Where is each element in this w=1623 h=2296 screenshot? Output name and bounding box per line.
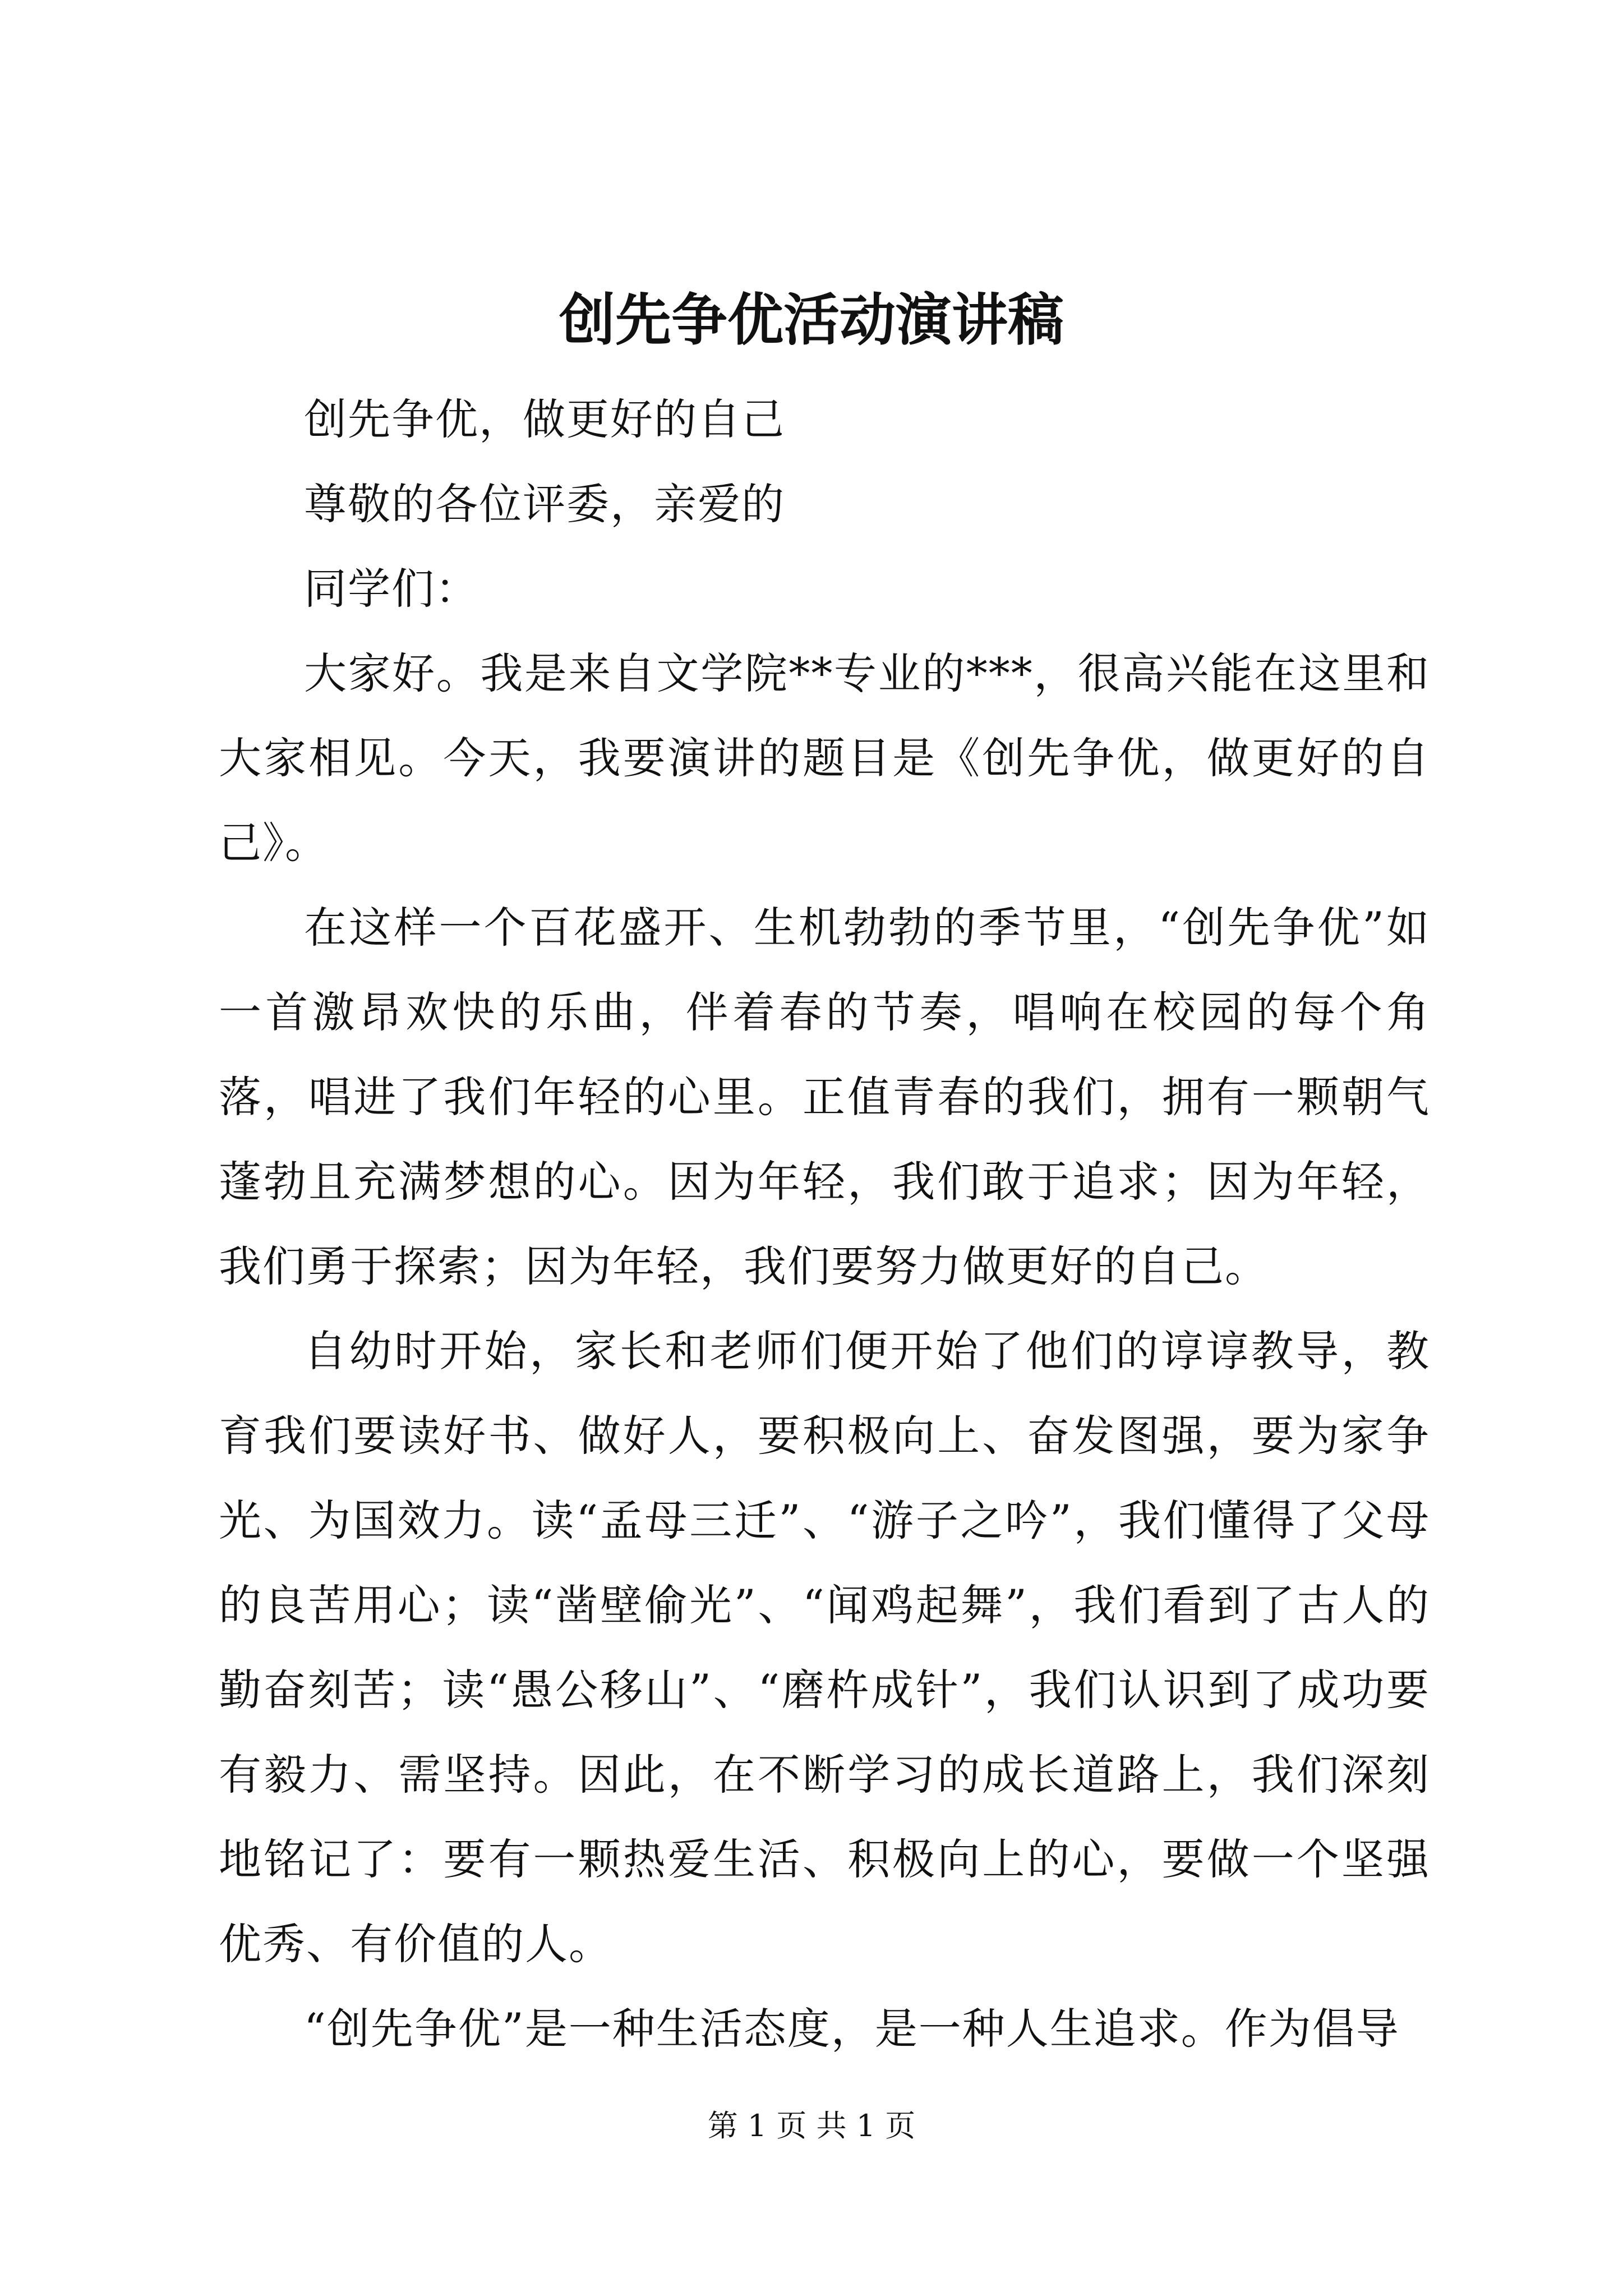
paragraph-attitude: “创先争优”是一种生活态度，是一种人生追求。作为倡导 <box>304 2004 1400 2054</box>
paragraph-childhood: 自幼时开始，家长和老师们便开始了他们的谆谆教导，教育我们要读好书、做好人，要积极向上、奋发图强，要为家争光、为国效力。读“孟母三迁”、“游子之吟”，我们懂得了父母的良苦用心；读“凿壁偷光”、“闻鸡起舞”，我们看到了古人的勤奋刻苦；读“愚公移山”、“磨杵成针”，我们认识到了成功要有毅力、需坚持。因此，在不断学习的成长道路上，我们深刻地铭记了：要有一颗热爱生活、积极向上的心，要做一个坚强优秀、有价值的人。 <box>219 1326 1430 1969</box>
paragraph-salutation: 尊敬的各位评委，亲爱的 <box>304 479 785 529</box>
page-number-footer: 第 1 页 共 1 页 <box>707 2108 916 2143</box>
document-body <box>219 377 1430 2071</box>
paragraph-intro: 大家好。我是来自文学院**专业的***，很高兴能在这里和大家相见。今天，我要演讲的题目是《创先争优，做更好的自己》。 <box>219 648 1430 868</box>
document-title: 创先争优活动演讲稿 <box>559 287 1064 353</box>
paragraph-subtitle: 创先争优，做更好的自己 <box>304 394 785 444</box>
paragraph-salutation-cont: 同学们： <box>304 564 479 614</box>
paragraph-season: 在这样一个百花盛开、生机勃勃的季节里，“创先争优”如一首激昂欢快的乐曲，伴着春的节奏，唱响在校园的每个角落，唱进了我们年轻的心里。正值青春的我们，拥有一颗朝气蓬勃且充满梦想的心。因为年轻，我们敢于追求；因为年轻，我们勇于探索；因为年轻，我们要努力做更好的自己。 <box>219 903 1430 1291</box>
